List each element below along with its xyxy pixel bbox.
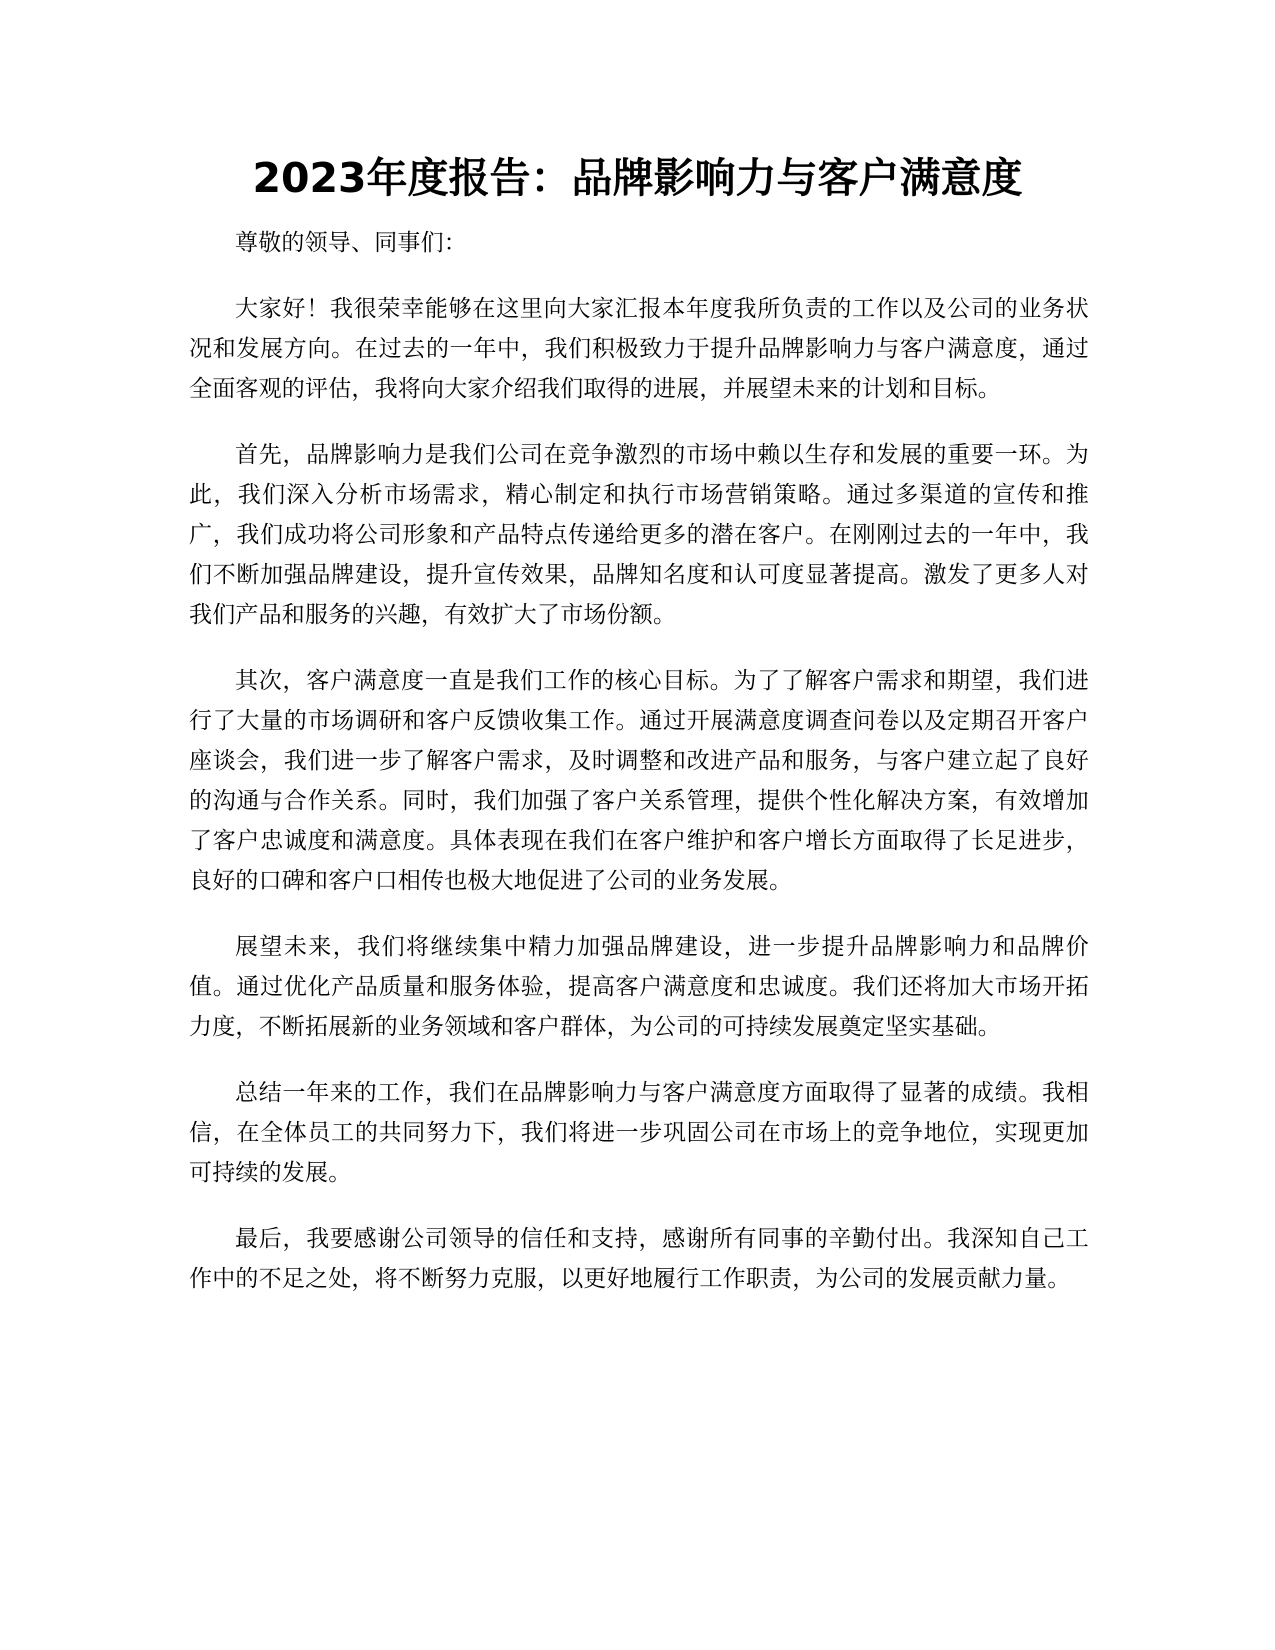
paragraph-closing: 最后，我要感谢公司领导的信任和支持，感谢所有同事的辛勤付出。我深知自己工作中的不足之处，将不断努力克服，以更好地履行工作职责，为公司的发展贡献力量。 (189, 1226, 1089, 1292)
paragraph-summary: 总结一年来的工作，我们在品牌影响力与客户满意度方面取得了显著的成绩。我相信，在全体员工的共同努力下，我们将进一步巩固公司在市场上的竞争地位，实现更加可持续的发展。 (189, 1080, 1089, 1186)
paragraph-brand-influence: 首先，品牌影响力是我们公司在竞争激烈的市场中赖以生存和发展的重要一环。为此，我们深入分析市场需求，精心制定和执行市场营销策略。通过多渠道的宣传和推广，我们成功将公司形象和产品特点传递给更多的潜在客户。在刚刚过去的一年中，我们不断加强品牌建设，提升宣传效果，品牌知名度和认可度显著提高。激发了更多人对我们产品和服务的兴趣，有效扩大了市场份额。 (189, 442, 1089, 628)
document-body (189, 223, 1089, 1325)
paragraph-outlook: 展望未来，我们将继续集中精力加强品牌建设，进一步提升品牌影响力和品牌价值。通过优化产品质量和服务体验，提高客户满意度和忠诚度。我们还将加大市场开拓力度，不断拓展新的业务领域和客户群体，为公司的可持续发展奠定坚实基础。 (189, 934, 1089, 1040)
document-title: 2023年度报告：品牌影响力与客户满意度 (252, 154, 1023, 202)
paragraph-customer-satisfaction: 其次，客户满意度一直是我们工作的核心目标。为了了解客户需求和期望，我们进行了大量的市场调研和客户反馈收集工作。通过开展满意度调查问卷以及定期召开客户座谈会，我们进一步了解客户需求，及时调整和改进产品和服务，与客户建立起了良好的沟通与合作关系。同时，我们加强了客户关系管理，提供个性化解决方案，有效增加了客户忠诚度和满意度。具体表现在我们在客户维护和客户增长方面取得了长足进步，良好的口碑和客户口相传也极大地促进了公司的业务发展。 (189, 668, 1089, 894)
salutation: 尊敬的领导、同事们： (235, 230, 467, 256)
paragraph-intro: 大家好！我很荣幸能够在这里向大家汇报本年度我所负责的工作以及公司的业务状况和发展方向。在过去的一年中，我们积极致力于提升品牌影响力与客户满意度，通过全面客观的评估，我将向大家介绍我们取得的进展，并展望未来的计划和目标。 (189, 296, 1089, 402)
